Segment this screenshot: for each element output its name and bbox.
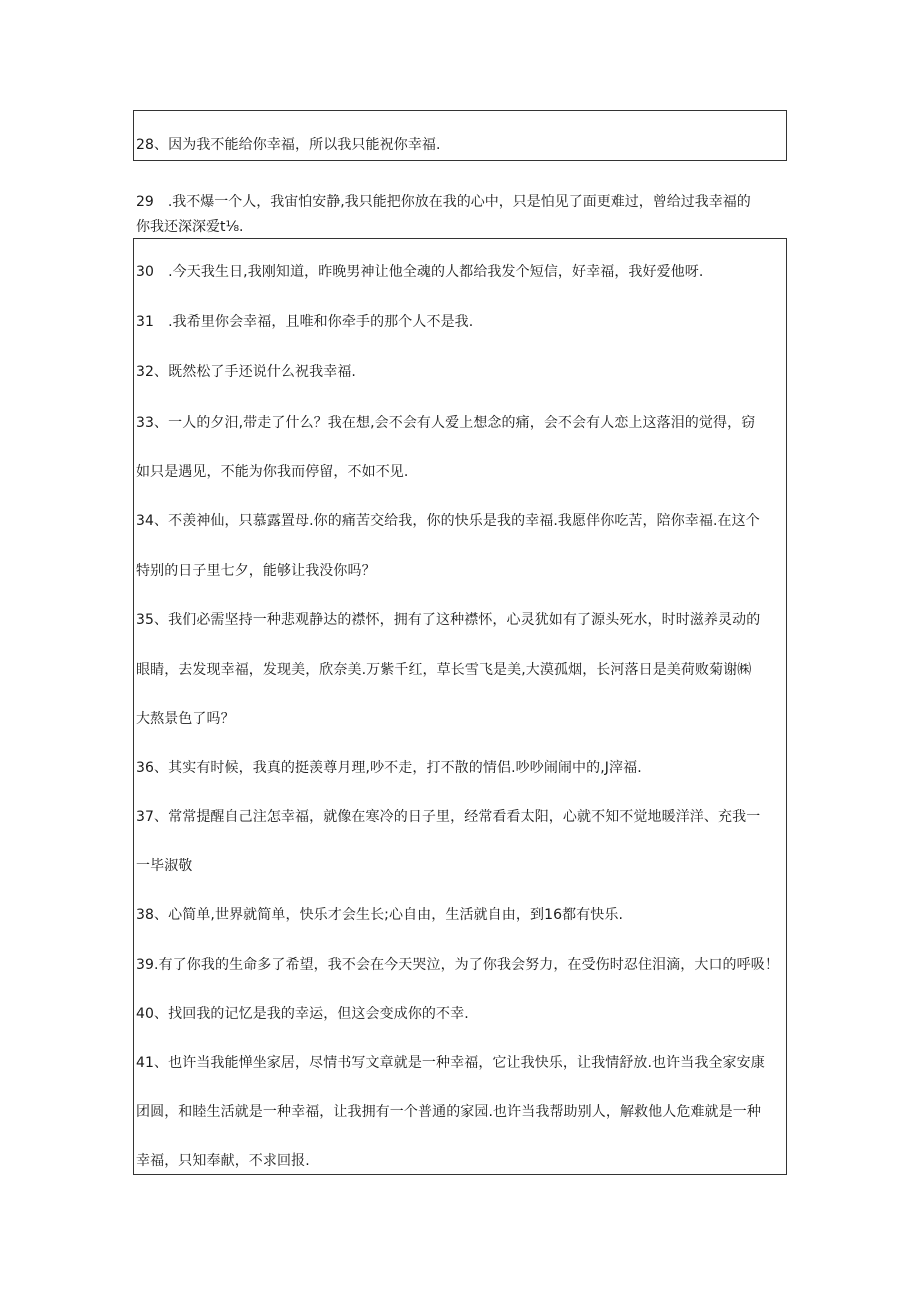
entry-32: 32、既然松了手还说什么祝我幸福.	[136, 364, 356, 380]
entry-35-line1: 35、我们必需坚持一种悲观静达的襟怀，拥有了这种襟怀，心灵犹如有了源头死水，时时滋养灵动的	[136, 612, 761, 628]
entry-34-line2: 特别的日子里七夕，能够让我没你吗？	[136, 563, 376, 579]
entry-40: 40、找回我的记忆是我的幸运，但这会变成你的不幸.	[136, 1006, 469, 1022]
entry-29-line2: 你我还深深爱t⅛.	[136, 219, 244, 235]
entry-37-line1: 37、常常提醒自己注怎幸福，就像在寒冷的日子里，经常看看太阳，心就不知不觉地暖洋洋、充我一	[136, 809, 761, 825]
entry-35-line2: 眼睛，去发现幸福，发现美，欣奈美.万紫千红，草长雪飞是美,大漠孤烟，长河落日是美荷败菊谢㈱	[136, 662, 752, 678]
entry-33-line2: 如只是遇见，不能为你我而停留，不如不见.	[136, 464, 409, 480]
entry-33-line1: 33、一人的夕汨,带走了什么？我在想,会不会有人爱上想念的痛，会不会有人恋上这落泪的觉得，窃	[136, 415, 756, 431]
entry-41-line2: 团圆，和睦生活就是一种幸福，让我拥有一个普通的家园.也许当我帮助别人，解救他人危难就是一种	[136, 1104, 761, 1120]
entry-28: 28、因为我不能给你幸福，所以我只能祝你幸福.	[136, 137, 441, 153]
entry-41-line1: 41、也许当我能惮坐家居，尽情书写文章就是一种幸福，它让我快乐，让我情舒放.也许当我全家安康	[136, 1055, 765, 1071]
entry-37-line2: 一毕淑敬	[136, 858, 193, 874]
entry-30: 30 .今天我生日,我刚知道，昨晚男神让他全魂的人都给我发个短信，好幸福，我好爱他呀.	[136, 264, 704, 280]
entry-36: 36、其实有时候，我真的挺羡尊月理,吵不走，打不散的情侣.吵吵闹闹中的,J滓福.	[136, 760, 642, 776]
entry-35-line3: 大熬景色了吗？	[136, 711, 235, 727]
entry-41-line3: 幸福，只知奉献，不求回报.	[136, 1153, 310, 1169]
entry-29-line1: 29 .我不爆一个人，我宙怕安静,我只能把你放在我的心中，只是怕见了面更难过，曾给过我幸福的	[136, 194, 751, 210]
entry-39: 39.有了你我的生命多了希望，我不会在今天哭泣，为了你我会努力，在受伤时忍住泪滴，大口的呼吸！	[136, 957, 779, 973]
entry-38: 38、心简单,世界就简单，快乐才会生长;心自由，生活就自由，到16都有快乐.	[136, 907, 624, 923]
entry-34-line1: 34、不羡神仙，只慕露置母.你的痛苦交给我，你的快乐是我的幸福.我愿伴你吃苦，陪你幸福.在这个	[136, 513, 760, 529]
entry-31: 31 .我希里你会幸福，且唯和你牵手的那个人不是我.	[136, 314, 474, 330]
